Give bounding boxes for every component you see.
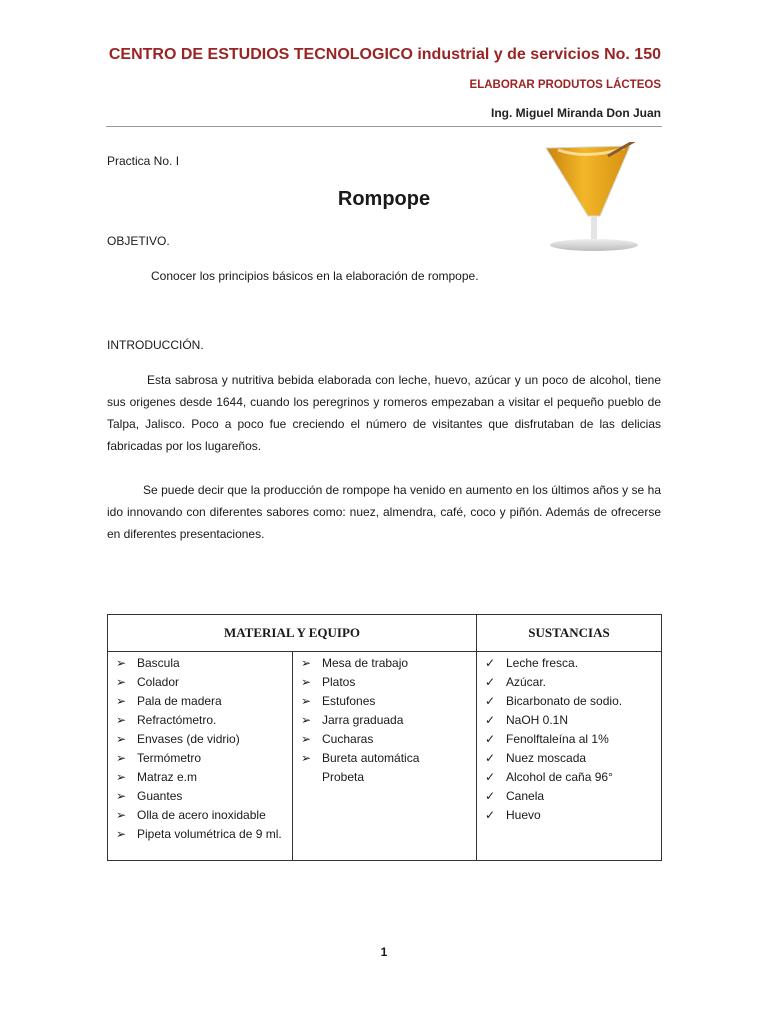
list-item: ➢ Jarra graduada <box>293 711 476 730</box>
materials-table <box>107 614 662 861</box>
author-name: Ing. Miguel Miranda Don Juan <box>490 106 661 120</box>
list-item: ➢ Termómetro <box>108 749 292 768</box>
header-divider <box>106 126 662 127</box>
check-bullet-icon: ✓ <box>485 656 496 670</box>
course-name: ELABORAR PRODUTOS LÁCTEOS <box>469 79 661 91</box>
list-item: ➢ Mesa de trabajo <box>293 654 476 673</box>
check-bullet-icon: ✓ <box>485 732 496 746</box>
list-item: ✓ Leche fresca. <box>477 654 661 673</box>
arrow-bullet-icon: ➢ <box>116 656 127 670</box>
check-bullet-icon: ✓ <box>485 751 496 765</box>
list-item: ➢ Bascula <box>108 654 292 673</box>
introduction-paragraph-2: Se puede decir que la producción de rompope ha venido en aumento en los últimos años y se ha ido innovando con diferentes sabores como: nuez, almendra, café, coco y piñón. Además de ofrecerse en diferentes presentaciones. <box>107 483 661 541</box>
practice-number: Practica No. I <box>107 154 180 168</box>
list-item: ✓ Bicarbonato de sodio. <box>477 692 661 711</box>
list-item: ➢ Platos <box>293 673 476 692</box>
check-bullet-icon: ✓ <box>485 789 496 803</box>
list-item: ➢ Envases (de vidrio) <box>108 730 292 749</box>
cocktail-glass-image <box>538 142 648 254</box>
material-column-2 <box>293 652 476 860</box>
institution-name-rest: industrial y de servicios No. 150 <box>412 46 661 63</box>
arrow-bullet-icon: ➢ <box>116 675 127 689</box>
check-bullet-icon: ✓ <box>485 770 496 784</box>
list-item: ➢ Pala de madera <box>108 692 292 711</box>
arrow-bullet-icon: ➢ <box>116 827 127 841</box>
material-header: MATERIAL Y EQUIPO <box>108 615 477 652</box>
list-item: Probeta <box>322 770 365 784</box>
arrow-bullet-icon: ➢ <box>116 732 127 746</box>
arrow-bullet-icon: ➢ <box>301 732 312 746</box>
arrow-bullet-icon: ➢ <box>301 675 312 689</box>
arrow-bullet-icon: ➢ <box>116 770 127 784</box>
institution-name <box>109 46 661 64</box>
material-cell <box>108 652 477 861</box>
objective-text: Conocer los principios básicos en la elaboración de rompope. <box>151 269 479 283</box>
list-item: ✓ NaOH 0.1N <box>477 711 661 730</box>
introduction-label: INTRODUCCIÓN. <box>107 338 204 352</box>
list-item: ✓ Alcohol de caña 96° <box>477 768 661 787</box>
list-item: ✓ Azúcar. <box>477 673 661 692</box>
list-item: ➢ Pipeta volumétrica de 9 ml. <box>108 825 292 844</box>
list-item: ✓ Huevo <box>477 806 661 825</box>
list-item: ✓ Nuez moscada <box>477 749 661 768</box>
check-bullet-icon: ✓ <box>485 675 496 689</box>
list-item: ➢ Cucharas <box>293 730 476 749</box>
arrow-bullet-icon: ➢ <box>116 751 127 765</box>
arrow-bullet-icon: ➢ <box>116 789 127 803</box>
arrow-bullet-icon: ➢ <box>301 656 312 670</box>
introduction-paragraph-1: Esta sabrosa y nutritiva bebida elaborada con leche, huevo, azúcar y un poco de alcohol, tiene sus origenes desde 1644, cuando los peregrinos y romeros empezaban a visitar el pequeño pueblo de Talpa, Jalisco. Poco a poco fue creciendo el número de visitantes que disfrutaban de las delicias fabricadas por los lugareños. <box>107 373 661 453</box>
substances-header: SUSTANCIAS <box>477 615 662 652</box>
check-bullet-icon: ✓ <box>485 694 496 708</box>
list-item: ➢ Bureta automática <box>293 749 476 768</box>
list-item: ✓ Canela <box>477 787 661 806</box>
institution-name-bold: CENTRO DE ESTUDIOS TECNOLOGICO <box>108 46 413 63</box>
arrow-bullet-icon: ➢ <box>301 694 312 708</box>
material-column-1 <box>108 652 293 860</box>
objective-label: OBJETIVO. <box>107 234 170 248</box>
arrow-bullet-icon: ➢ <box>116 713 127 727</box>
arrow-bullet-icon: ➢ <box>116 694 127 708</box>
list-item: ➢ Matraz e.m <box>108 768 292 787</box>
list-item: ✓ Fenolftaleína al 1% <box>477 730 661 749</box>
list-item: ➢ Olla de acero inoxidable <box>108 806 292 825</box>
list-item: ➢ Guantes <box>108 787 292 806</box>
check-bullet-icon: ✓ <box>485 808 496 822</box>
substances-column <box>477 652 661 825</box>
list-item: ➢ Colador <box>108 673 292 692</box>
list-item: ➢ Estufones <box>293 692 476 711</box>
arrow-bullet-icon: ➢ <box>116 808 127 822</box>
arrow-bullet-icon: ➢ <box>301 713 312 727</box>
list-item: ➢ Refractómetro. <box>108 711 292 730</box>
page-title: Rompope <box>337 188 431 210</box>
substances-cell <box>477 652 662 861</box>
check-bullet-icon: ✓ <box>485 713 496 727</box>
page-number: 1 <box>380 945 388 959</box>
arrow-bullet-icon: ➢ <box>301 751 312 765</box>
